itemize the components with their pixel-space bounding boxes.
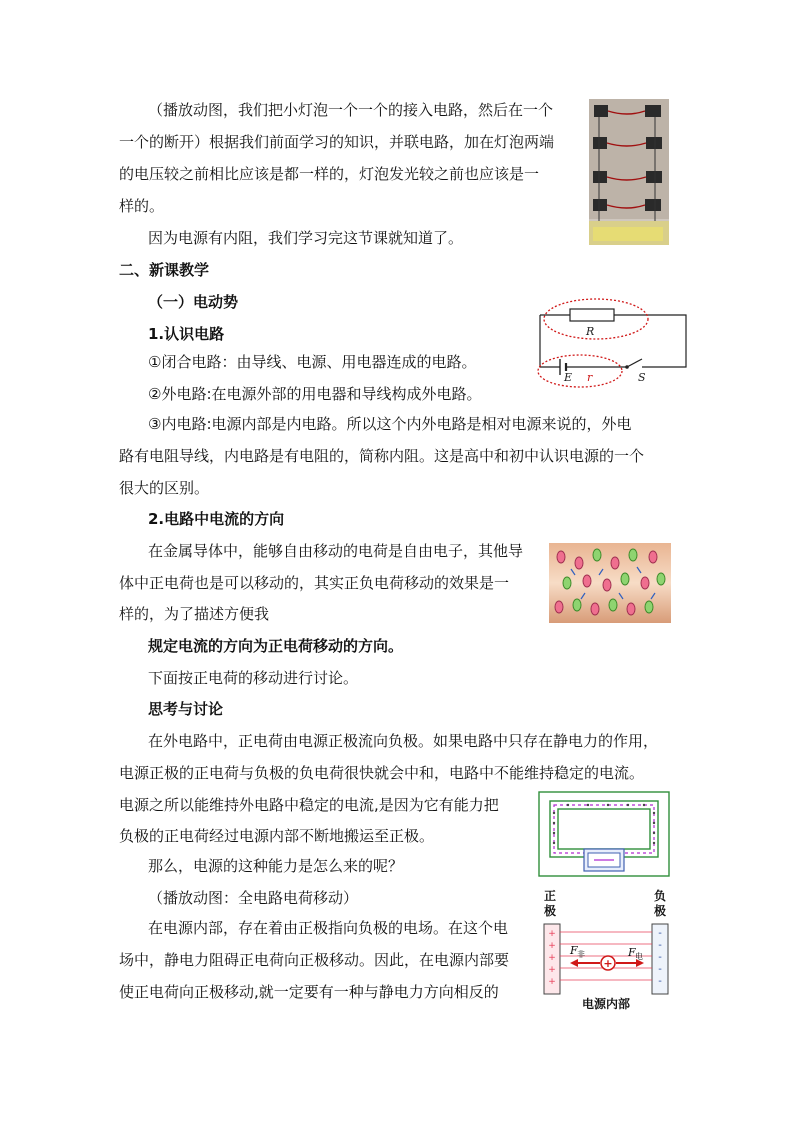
para-1-line-1: （播放动图，我们把小灯泡一个一个的接入电路，然后在一个 [148, 101, 554, 119]
source-interior-caption: 电源内部 [581, 997, 631, 1011]
svg-text:-: - [658, 928, 662, 939]
positive-charge: + [603, 957, 613, 970]
closed-circuit-def: ①闭合电路：由导线、电源、用电器连成的电路。 [148, 353, 477, 371]
subsection-heading: （一）电动势 [148, 293, 239, 311]
svg-text:-: - [658, 964, 662, 975]
external-flow-line-3: 电源之所以能维持外电路中稳定的电流,是因为它有能力把 [119, 796, 499, 814]
internal-field-line-2: 场中，静电力阻碍正电荷向正极移动。因此，在电源内部要 [119, 951, 510, 969]
conductor-charges-figure [549, 543, 671, 623]
label-S: S [638, 371, 646, 384]
force-nonelectrostatic-sub: 非 [577, 950, 585, 959]
para-1-line-2: 一个的断开）根据我们前面学习的知识，并联电路，加在灯泡两端 [119, 133, 555, 151]
item-heading-2: 2.电路中电流的方向 [148, 510, 285, 528]
external-circuit-def: ②外电路:在电源外部的用电器和导线构成外电路。 [148, 385, 482, 403]
external-flow-line-4: 负极的正电荷经过电源内部不断地搬运至正极。 [119, 827, 435, 845]
positive-pole-label-1: 正 [544, 889, 557, 903]
svg-text:+: + [548, 965, 556, 975]
para-1-line-3: 的电压较之前相比应该是都一样的，灯泡发光较之前也应该是一 [119, 165, 540, 183]
para-2: 因为电源有内阻，我们学习完这节课就知道了。 [148, 229, 464, 247]
label-E: E [564, 371, 573, 384]
negative-pole-label-2: 极 [654, 904, 667, 918]
force-electric-label: F [628, 946, 636, 959]
para-1-line-4: 样的。 [119, 197, 165, 215]
item-heading-1: 1.认识电路 [148, 325, 225, 343]
svg-text:+: + [548, 929, 556, 939]
metal-conductor-line-1: 在金属导体中，能够自由移动的电荷是自由电子，其他导 [148, 542, 524, 560]
internal-field-line-1: 在电源内部，存在着由正极指向负极的电场。在这个电 [148, 919, 509, 937]
metal-conductor-line-3: 样的，为了描述方便我 [119, 605, 270, 623]
external-flow-line-1: 在外电路中，正电荷由电源正极流向负极。如果电路中只存在静电力的作用， [148, 732, 659, 750]
current-direction-rule: 规定电流的方向为正电荷移动的方向。 [148, 637, 404, 655]
force-electric-sub: 电 [635, 952, 643, 961]
think-discuss-heading: 思考与讨论 [148, 700, 224, 718]
internal-circuit-line-1: ③内电路:电源内部是内电路。所以这个内外电路是相对电源来说的，外电 [148, 415, 632, 433]
charge-loop-figure [538, 791, 670, 877]
svg-text:+: + [548, 941, 556, 951]
question-line: 那么，电源的这种能力是怎么来的呢？ [148, 857, 404, 875]
svg-text:-: - [658, 952, 662, 963]
metal-conductor-line-2: 体中正电荷也是可以移动的，其实正负电荷移动的效果是一 [119, 574, 510, 592]
bulb-circuit-photo [589, 99, 669, 245]
internal-circuit-line-3: 很大的区别。 [119, 479, 210, 497]
section-heading: 二、新课教学 [119, 261, 210, 279]
internal-circuit-line-2: 路有电阻导线，内电路是有电阻的，简称内阻。这是高中和初中认识电源的一个 [119, 447, 645, 465]
internal-field-line-3: 使正电荷向正极移动,就一定要有一种与静电力方向相反的 [119, 983, 499, 1001]
force-nonelectrostatic-label: F [570, 944, 578, 957]
svg-text:-: - [658, 976, 662, 987]
positive-pole-label-2: 极 [544, 904, 557, 918]
source-interior-figure [540, 886, 672, 1012]
animation-note: （播放动图：全电路电荷移动） [148, 889, 359, 907]
label-R: R [586, 325, 595, 338]
negative-pole-label-1: 负 [654, 889, 667, 903]
svg-text:+: + [548, 977, 556, 987]
label-r: r [587, 371, 593, 384]
external-flow-line-2: 电源正极的正电荷与负极的负电荷很快就会中和，电路中不能维持稳定的电流。 [119, 764, 645, 782]
circuit-diagram [530, 297, 692, 389]
discussion-intro: 下面按正电荷的移动进行讨论。 [148, 669, 359, 687]
svg-text:+: + [548, 953, 556, 963]
svg-text:-: - [658, 940, 662, 951]
